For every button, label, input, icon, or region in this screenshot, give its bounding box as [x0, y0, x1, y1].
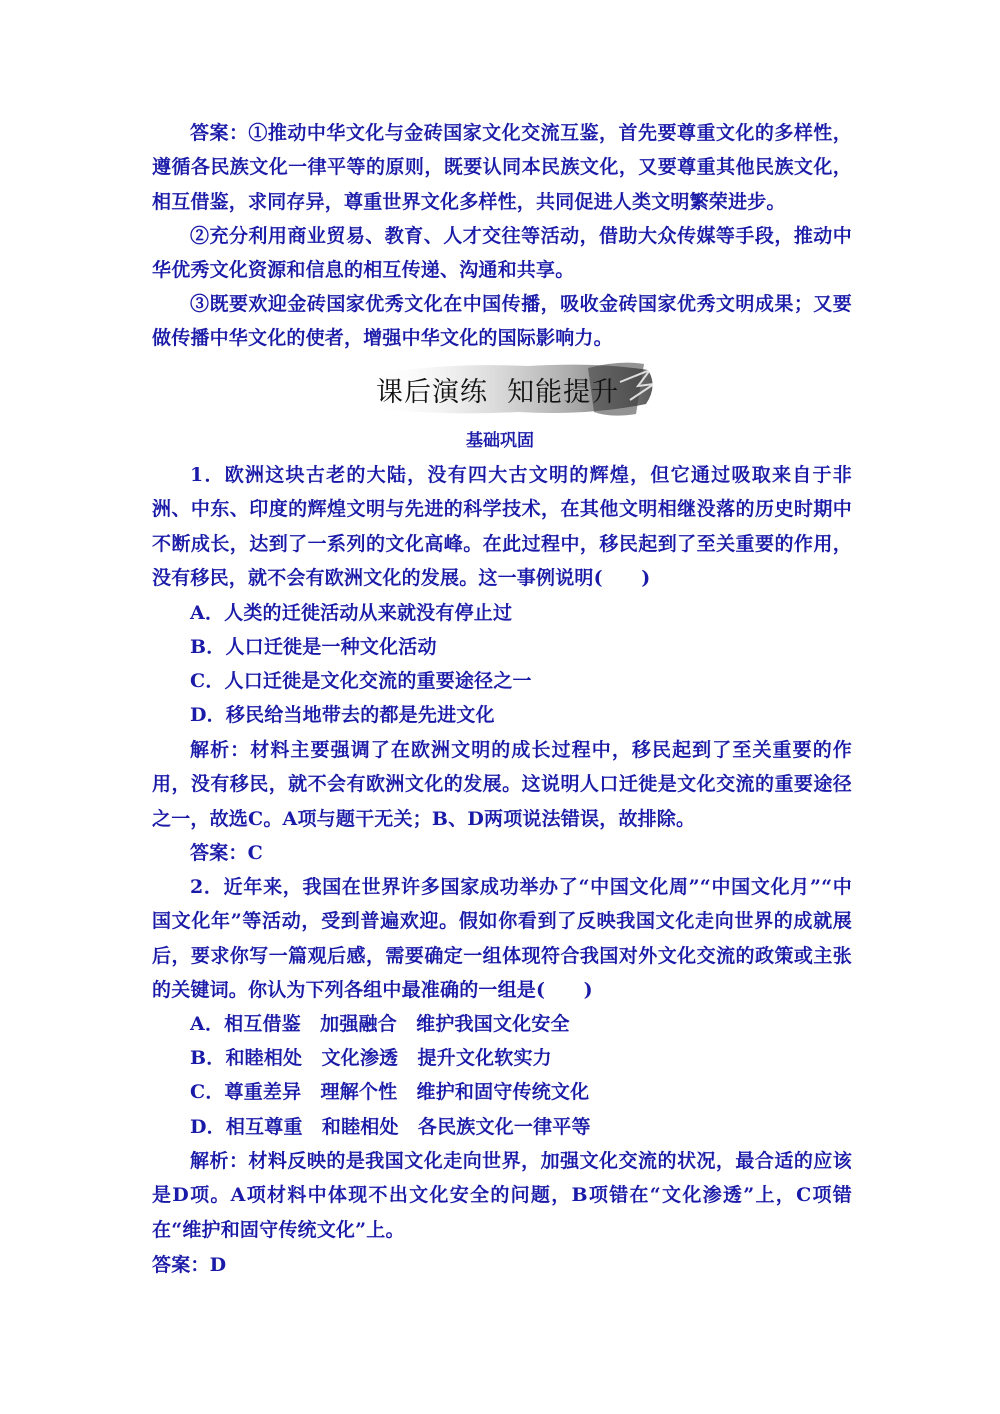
q2-stem: 2．近年来，我国在世界许多国家成功举办了“中国文化周”“中国文化月”“中国文化年”等活动，受到普遍欢迎。假如你看到了反映我国文化走向世界的成就展后，要求你写一篇观后感，需要确定一组体现符合我国对外文化交流的政策或主张的关键词。你认为下列各组中最准确的一组是( ): [152, 876, 852, 1001]
answer-paragraph-3: ③既要欢迎金砖国家优秀文化在中国传播，吸收金砖国家优秀文明成果；又要做传播中华文化的使者，增强中华文化的国际影响力。: [152, 293, 852, 350]
subheading-basic: 基础巩固: [466, 431, 534, 451]
q2-option-d: D．相互尊重 和睦相处 各民族文化一律平等: [190, 1116, 591, 1138]
section-title: 课后演练 知能提升: [376, 377, 620, 408]
q1-option-d: D．移民给当地带去的都是先进文化: [190, 704, 495, 726]
q1-analysis: 解析：材料主要强调了在欧洲文明的成长过程中，移民起到了至关重要的作用，没有移民，就不会有欧洲文化的发展。这说明人口迁徙是文化交流的重要途径之一，故选C。A项与题干无关；B、D两项说法错误，故排除。: [152, 739, 852, 830]
answer-paragraph-2: ②充分利用商业贸易、教育、人才交往等活动，借助大众传媒等手段，推动中华优秀文化资源和信息的相互传递、沟通和共享。: [152, 225, 852, 282]
q1-option-a: A．人类的迁徙活动从来就没有停止过: [190, 602, 513, 624]
q2-analysis: 解析：材料反映的是我国文化走向世界，加强文化交流的状况，最合适的应该是D项。A项材料中体现不出文化安全的问题，B项错在“文化渗透”上，C项错在“维护和固守传统文化”上。: [152, 1150, 852, 1241]
q1-option-c: C．人口迁徙是文化交流的重要途径之一: [190, 670, 532, 692]
q1-stem: 1．欧洲这块古老的大陆，没有四大古文明的辉煌，但它通过吸取来自于非洲、中东、印度的辉煌文明与先进的科学技术，在其他文明相继没落的历史时期中不断成长，达到了一系列的文化高峰。在此过程中，移民起到了至关重要的作用，没有移民，就不会有欧洲文化的发展。这一事例说明( ): [152, 464, 852, 589]
section-banner: [358, 356, 658, 422]
q2-answer: 答案：D: [152, 1254, 227, 1276]
q1-option-b: B．人口迁徙是一种文化活动: [190, 636, 437, 658]
q2-option-a: A．相互借鉴 加强融合 维护我国文化安全: [190, 1013, 570, 1035]
q1-answer: 答案：C: [190, 842, 263, 864]
answer-paragraph-1: 答案：①推动中华文化与金砖国家文化交流互鉴，首先要尊重文化的多样性，遵循各民族文化一律平等的原则，既要认同本民族文化，又要尊重其他民族文化，相互借鉴，求同存异，尊重世界文化多样性，共同促进人类文明繁荣进步。: [152, 122, 852, 213]
q2-option-b: B．和睦相处 文化渗透 提升文化软实力: [190, 1047, 552, 1069]
q2-option-c: C．尊重差异 理解个性 维护和固守传统文化: [190, 1081, 590, 1103]
